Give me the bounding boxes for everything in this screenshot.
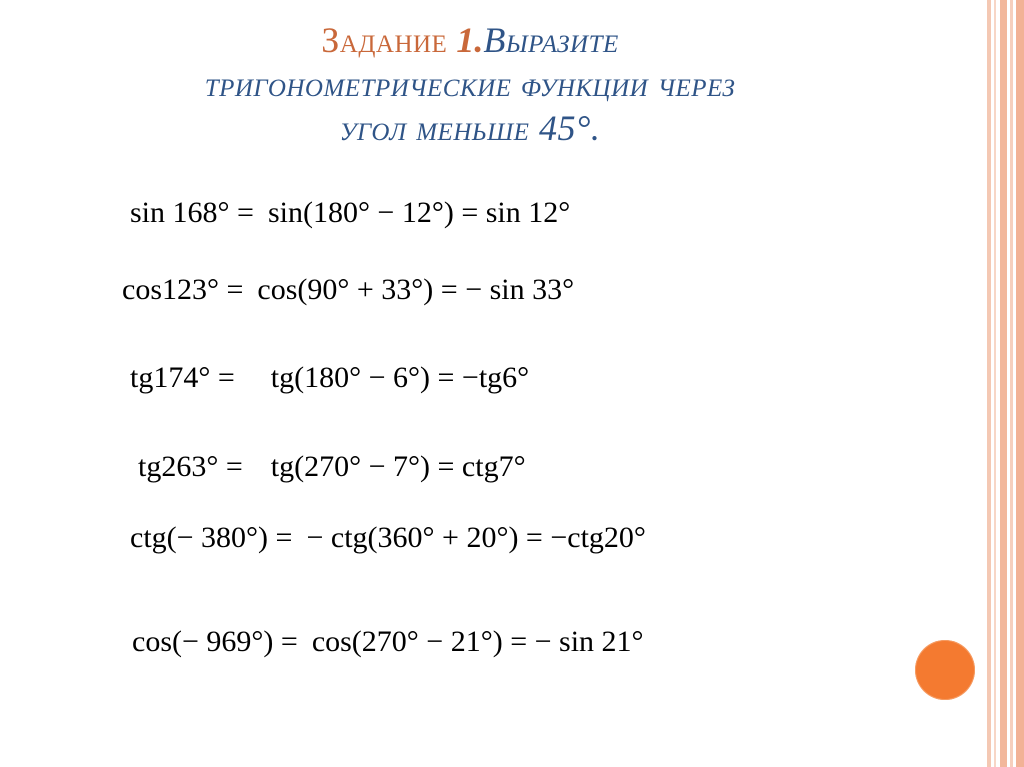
slide-title	[100, 18, 840, 150]
equation-row	[130, 518, 646, 558]
decor-stripe	[994, 0, 996, 767]
equation-row	[122, 270, 574, 310]
equation-rhs: tg(270° − 7°) = ctg7°	[270, 450, 526, 483]
title-lead: Задание	[321, 20, 448, 60]
equation-rhs: tg(180° − 6°) = −tg6°	[270, 361, 530, 394]
decor-stripe	[1016, 0, 1024, 767]
equation-row	[138, 447, 526, 487]
title-line-2: тригонометрические функции через	[204, 64, 736, 104]
equation-lhs: cos(− 969°) =	[132, 625, 298, 658]
equation-rhs: sin(180° − 12°) = sin 12°	[267, 196, 571, 229]
equation-row	[132, 622, 644, 662]
title-number: 1.	[456, 20, 484, 60]
equation-lhs: sin 168° =	[130, 196, 254, 229]
decor-stripe	[1010, 0, 1013, 767]
equation-rhs: cos(90° + 33°) = − sin 33°	[257, 273, 575, 306]
equation-lhs: tg174° =	[130, 361, 235, 394]
title-line-1	[100, 18, 840, 62]
equation-row	[130, 358, 529, 398]
title-line-3: угол меньше 45°.	[339, 108, 601, 148]
decor-stripe	[1000, 0, 1007, 767]
equation-row	[130, 193, 570, 233]
equation-lhs: tg263° =	[138, 450, 243, 483]
equation-rhs: cos(270° − 21°) = − sin 21°	[311, 625, 644, 658]
decor-circle	[915, 640, 975, 700]
equation-lhs: ctg(− 380°) =	[130, 521, 293, 554]
decor-stripe	[987, 0, 991, 767]
equation-rhs: − ctg(360° + 20°) = −ctg20°	[306, 521, 646, 554]
equation-lhs: cos123° =	[122, 273, 244, 306]
title-line1-rest: Выразите	[483, 20, 619, 60]
